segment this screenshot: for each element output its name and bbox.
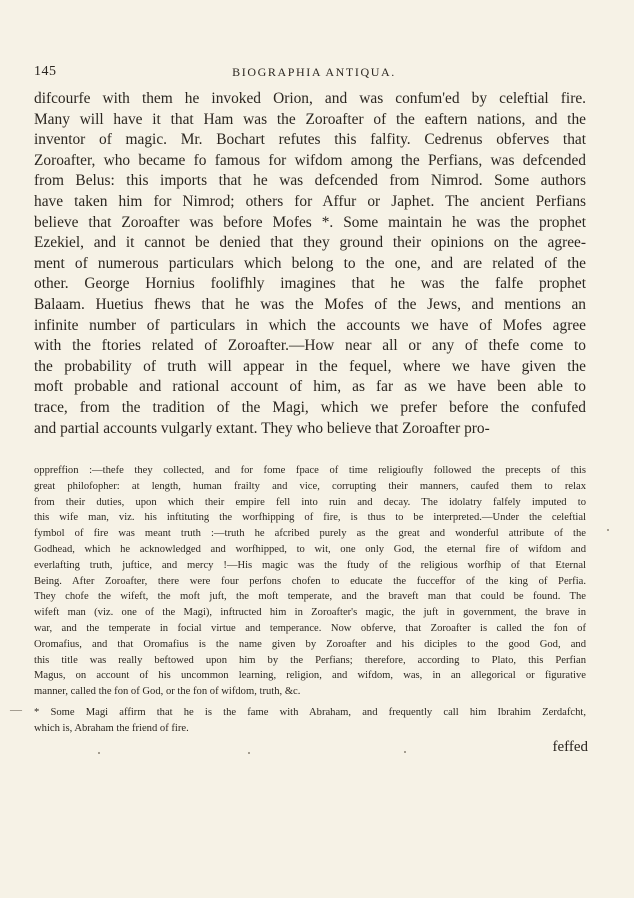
ink-speck xyxy=(607,529,609,531)
text-line: Balaam. Huetius fhews that he was the Mofes of the Jews, and mentions an xyxy=(34,295,586,313)
ink-speck xyxy=(404,751,406,753)
footnote-line: oppreffion :—thefe they collected, and for fome fpace of time religioufly followed the precepts of this xyxy=(34,465,586,476)
footnote-line: manner, called the fon of God, or the fon of wifdom, truth, &c. xyxy=(34,686,301,698)
text-line: infinite number of particulars in which the accounts we have of Mofes agree xyxy=(34,316,586,334)
text-line: moft probable and rational account of him, as far as we have been able to xyxy=(34,378,586,396)
star-footnote-line: * Some Magi affirm that he is the fame with Abraham, and frequently call him Ibrahim Zerdafcht, xyxy=(34,706,586,718)
text-line: the probability of truth will appear in the fequel, where we have given the xyxy=(34,357,586,375)
footnote-line: war, and the temperate in focial virtue and temperance. Now obferve, that Zoroafter is called the fon of xyxy=(34,622,586,634)
text-line: Many will have it that Ham was the Zoroafter of the eaftern nations, and the xyxy=(34,110,586,128)
text-line: with the ftories related of Zoroafter.—How near all or any of thefe come to xyxy=(34,337,586,355)
text-line: believe that Zoroafter was before Mofes *. Some maintain he was the prophet xyxy=(34,213,586,231)
footnote-line: everlafting truth, juftice, and mercy !—His magic was the ftudy of the religious worfhip of that Eternal xyxy=(34,559,586,571)
running-head: BIOGRAPHIA ANTIQUA. xyxy=(232,65,396,79)
footnote-line: from their duties, upon which their empire fell into ruin and decay. The idolatry falfely imputed to xyxy=(34,496,586,508)
text-line: Zoroafter, who became fo famous for wifdom among the Perfians, was defcended xyxy=(34,151,586,169)
footnote-line: this title was really beftowed upon him by the Perfians; therefore, according to Plato, this Perfian xyxy=(34,654,586,666)
text-line: difcourfe with them he invoked Orion, and was confum'ed by celeftial fire. xyxy=(34,90,586,107)
text-line: other. George Hornius foolifhly imagines that he was the falfe prophet xyxy=(34,275,586,293)
footnote-line: this wife man, viz. his inftituting the worfhipping of fire, is thus to be interpreted.—Under the celeftial xyxy=(34,512,586,524)
footnote-line: Being. After Zoroafter, there were four perfons chofen to educate the fucceffor of the king of Perfia. xyxy=(34,575,586,587)
page-header xyxy=(34,64,594,84)
text-line: from Belus: this imports that he was defcended from Nimrod. Some authors xyxy=(34,172,586,190)
footnote-line: great philofopher: at length, human frailty and vice, corrupting their manners, caufed them to relax xyxy=(34,480,586,492)
catchword: feffed xyxy=(552,739,588,755)
page-number: 145 xyxy=(34,64,57,79)
ink-speck xyxy=(98,752,100,754)
main-text xyxy=(34,89,586,439)
text-line: Ezekiel, and it cannot be denied that they ground their opinions on the agree- xyxy=(34,234,586,252)
footnote-line: Magus, on account of his uncommon learning, religion, and wifdom, was, in an allegorical or figurative xyxy=(34,670,586,682)
margin-mark: — xyxy=(10,702,22,716)
footnotes xyxy=(34,463,586,737)
ink-speck xyxy=(248,752,250,754)
footnote-line: wifeft man (viz. one of the Magi), inftructed him in Zoroafter's magic, the juft in government, the brave in xyxy=(34,607,586,619)
text-line: and partial accounts vulgarly extant. They who believe that Zoroafter pro- xyxy=(34,419,490,437)
footnote-line: Oromafius, and that Oromafius is the name given by Zoroafter and his diciples to the good God, and xyxy=(34,638,586,650)
text-line: inventor of magic. Mr. Bochart refutes this falfity. Cedrenus obferves that xyxy=(34,131,586,149)
footnote-line: fymbol of fire was meant truth :—truth he afcribed purely as the great and wonderful attribute of the xyxy=(34,528,586,540)
footnote-line: They chofe the wifeft, the moft juft, the moft temperate, and the braveft man that could be found. The xyxy=(34,591,586,603)
star-footnote-line: which is, Abraham the friend of fire. xyxy=(34,722,189,734)
text-line: ment of numerous particulars which belong to the one, and are related of the xyxy=(34,254,586,272)
footnote-line: Godhead, which he acknowledged and worfhipped, to wit, one only God, the eternal fire of wifdom and xyxy=(34,543,586,555)
text-line: have taken him for Nimrod; others for Affur or Japhet. The ancient Perfians xyxy=(34,192,586,210)
text-line: trace, from the tradition of the Magi, which we prefer before the confufed xyxy=(34,398,586,416)
